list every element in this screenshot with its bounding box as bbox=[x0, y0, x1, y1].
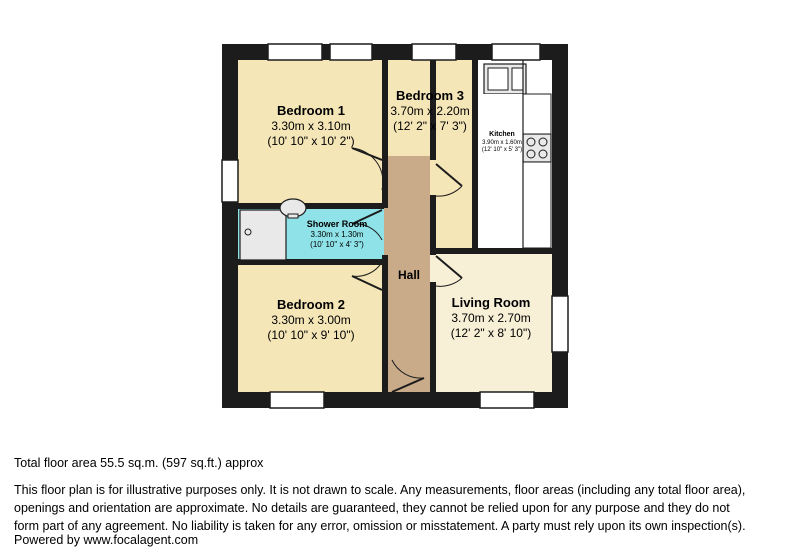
window-top-kitchen bbox=[492, 44, 540, 60]
window-bottom-living-room bbox=[480, 392, 534, 408]
room-metric: 3.30m x 3.10m bbox=[271, 119, 351, 134]
window-top-bedroom-3 bbox=[330, 44, 372, 60]
window-right-living-room bbox=[552, 296, 568, 352]
room-label-hall bbox=[388, 268, 430, 283]
room-metric: 3.90m x 1.60m bbox=[482, 139, 522, 146]
room-label-shower-room bbox=[292, 219, 382, 250]
room-label-kitchen bbox=[474, 131, 530, 155]
room-label-bedroom-2 bbox=[238, 297, 384, 343]
room-metric: 3.30m x 1.30m bbox=[310, 230, 364, 240]
room-imperial: (12' 10" x 5' 3") bbox=[481, 147, 523, 154]
room-label-bedroom-3 bbox=[386, 88, 474, 134]
powered-by-text: Powered by www.focalagent.com bbox=[14, 533, 199, 547]
room-name: Bedroom 2 bbox=[277, 297, 345, 312]
footer bbox=[0, 430, 785, 550]
window-left-bedroom-1 bbox=[222, 160, 238, 202]
room-name: Bedroom 1 bbox=[277, 103, 345, 118]
room-metric: 3.70m x 2.70m bbox=[451, 311, 531, 326]
room-name: Shower Room bbox=[306, 219, 368, 229]
room-metric: 3.70m x 2.20m bbox=[390, 104, 470, 119]
room-label-living-room bbox=[430, 295, 552, 341]
room-imperial: (10' 10" x 9' 10") bbox=[267, 328, 355, 343]
room-name: Bedroom 3 bbox=[396, 88, 464, 103]
room-name: Living Room bbox=[451, 295, 531, 310]
room-imperial: (12' 2" x 8' 10") bbox=[450, 326, 532, 341]
window-top-bedroom-1 bbox=[268, 44, 322, 60]
room-metric: 3.30m x 3.00m bbox=[271, 313, 351, 328]
room-imperial: (10' 10" x 10' 2") bbox=[267, 134, 355, 149]
room-name: Hall bbox=[397, 268, 420, 282]
disclaimer-text: This floor plan is for illustrative purposes only. It is not drawn to scale. Any measurements, floor areas (including any total floor area), openings and orientation are approximate. No details are guaranteed, they cannot be relied upon for any purpose and they do not form part of any agreement. No liability is taken for any error, omission or misstatement. A party must rely upon its own inspection(s). bbox=[14, 483, 746, 533]
room-imperial: (10' 10" x 4' 3") bbox=[310, 240, 364, 250]
total-floor-area: Total floor area 55.5 sq.m. (597 sq.ft.) approx bbox=[14, 456, 264, 470]
window-top-bedroom-3b bbox=[412, 44, 456, 60]
room-imperial: (12' 2" x 7' 3") bbox=[393, 119, 467, 134]
room-name: Kitchen bbox=[489, 131, 515, 138]
room-label-bedroom-1 bbox=[238, 103, 384, 149]
window-bottom-bedroom-2 bbox=[270, 392, 324, 408]
